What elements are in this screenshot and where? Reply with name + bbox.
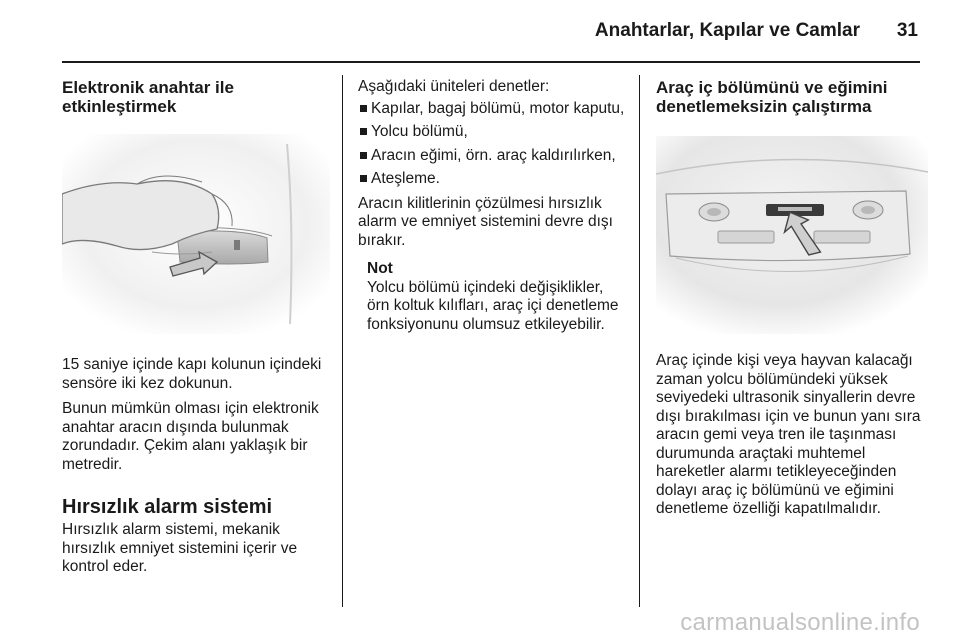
page-header: [0, 0, 960, 62]
paragraph-unlock-disables: Aracın kilitlerinin çözülmesi hırsızlık alarm ve emniyet sistemini devre dışı bırakır.: [358, 194, 613, 249]
section-heading-electronic-key: Elektronik anahtar ile etkinleştirmek: [62, 78, 234, 116]
column-divider-1: [342, 75, 343, 607]
monitored-units-list: [358, 100, 628, 189]
paragraph-touch-sensor: 15 saniye içinde kapı kolunun içindeki sensöre iki kez dokunun.: [62, 356, 322, 392]
paragraph-monitors-intro: Aşağıdaki üniteleri denetler:: [358, 78, 550, 95]
section-heading-operation-without-monitoring: Araç iç bölümünü ve eğimini denetlemeksizin çalıştırma: [656, 78, 888, 116]
column-2: [358, 78, 628, 334]
section-heading-alarm: Hırsızlık alarm sistemi: [62, 496, 273, 518]
bullet-icon: [360, 175, 367, 182]
paragraph-key-outside: Bunun mümkün olması için elektronik anahtar aracın dışında bulunmak zorundadır. Çekim alanı yaklaşık bir metredir.: [62, 400, 319, 473]
list-item: Yolcu bölümü,: [358, 123, 628, 142]
note-text: Yolcu bölümü içindeki değişiklikler, örn koltuk kılıfları, araç içi denetleme fonksiyonunu olumsuz etkileyebilir.: [367, 278, 619, 333]
bullet-icon: [360, 128, 367, 135]
bullet-icon: [360, 152, 367, 159]
door-handle-illustration: [62, 134, 330, 334]
column-3: [656, 78, 928, 526]
note-box: [367, 260, 628, 334]
paragraph-disable-monitoring: Araç içinde kişi veya hayvan kalacağı zaman yolcu bölümündeki yüksek seviyedeki ultrasonik sinyallerin devre dışı bırakılması için ve bunun yanı sıra aracın gemi veya tren ile taşınması durumunda araçtaki muhtemel hareketler alarmı tetikleyeceğinden dolayı araç iç bölümünü ve eğimini denetleme özelliği kapatılmalıdır.: [656, 352, 921, 517]
column-1: [62, 78, 330, 584]
bullet-icon: [360, 105, 367, 112]
paragraph-alarm-system: Hırsızlık alarm sistemi, mekanik hırsızlık emniyet sistemini içerir ve kontrol eder.: [62, 521, 298, 575]
roof-console-button-image: [656, 136, 928, 334]
chapter-title: Anahtarlar, Kapılar ve Camlar: [594, 20, 860, 41]
header-rule: [62, 61, 920, 63]
note-label: Not: [367, 260, 393, 277]
interior-button-illustration: [656, 136, 928, 334]
column-divider-2: [639, 75, 640, 607]
watermark-text: carmanualsonline.info: [680, 609, 920, 636]
hand-on-door-handle-image: [62, 134, 330, 334]
list-item: Ateşleme.: [358, 170, 628, 189]
list-item: Aracın eğimi, örn. araç kaldırılırken,: [358, 147, 628, 166]
page-number: 31: [896, 20, 918, 41]
list-item: Kapılar, bagaj bölümü, motor kaputu,: [358, 100, 628, 119]
